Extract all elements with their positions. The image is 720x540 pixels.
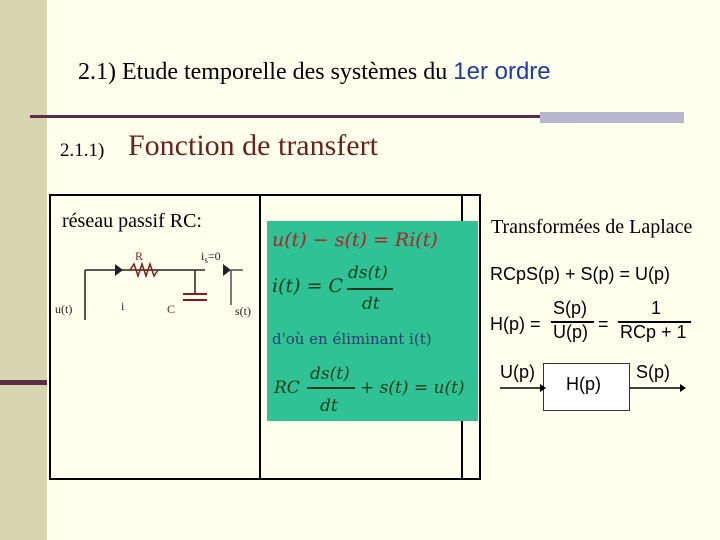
slide-title xyxy=(78,58,551,86)
sidebar-accent-bar xyxy=(0,380,47,385)
subtitle-number: 2.1.1) xyxy=(60,140,105,161)
block-output-label: S(p) xyxy=(636,362,671,382)
laplace-equation-1: RCpS(p) + S(p) = U(p) xyxy=(490,264,671,284)
left-sidebar-band xyxy=(0,0,47,540)
circuit-label-c: C xyxy=(167,302,176,316)
equation-4-fraction-bar xyxy=(307,387,355,389)
is-eq: =0 xyxy=(207,250,221,263)
frame-divider-left xyxy=(259,194,261,480)
rc-circuit-diagram xyxy=(55,250,260,320)
circuit-label-i: i xyxy=(121,299,125,313)
title-divider xyxy=(30,115,540,118)
transfer-numerator-1: S(p) xyxy=(553,298,588,318)
title-accent: 1er ordre xyxy=(453,58,551,85)
circuit-label-r: R xyxy=(135,250,144,263)
title-main: 2.1) Etude temporelle des systèmes du xyxy=(78,59,448,85)
equation-2-numerator: ds(t) xyxy=(348,263,388,283)
subtitle: Fonction de transfert xyxy=(128,129,378,162)
block-input-label: U(p) xyxy=(500,362,535,382)
circuit-label-u: u(t) xyxy=(55,302,73,316)
is-base: i xyxy=(201,250,205,263)
equation-2-denominator: dt xyxy=(362,294,380,314)
equation-1: u(t) − s(t) = Ri(t) xyxy=(272,229,438,251)
transfer-denominator-1: U(p) xyxy=(553,322,588,342)
equation-2-left: i(t) = C xyxy=(272,275,344,297)
transfer-function-left: H(p) = xyxy=(490,314,541,334)
block-label: H(p) xyxy=(566,374,601,394)
transfer-equals: = xyxy=(598,314,609,334)
passive-network-label: réseau passif RC: xyxy=(62,210,202,232)
transfer-denominator-2: RCp + 1 xyxy=(620,322,687,342)
transfer-numerator-2: 1 xyxy=(651,298,662,318)
title-divider-box xyxy=(540,112,684,123)
circuit-label-is xyxy=(201,250,221,265)
equation-2-fraction-bar xyxy=(347,288,393,290)
equation-3-text: d'où en éliminant i(t) xyxy=(272,330,432,348)
equation-4-numerator: ds(t) xyxy=(310,364,350,384)
equation-4-right: + s(t) = u(t) xyxy=(360,378,465,398)
block-arrows xyxy=(500,383,690,393)
equation-4-left: RC xyxy=(274,378,300,398)
laplace-title: Transformées de Laplace xyxy=(491,216,693,238)
circuit-label-s: s(t) xyxy=(235,304,251,318)
equation-4-denominator: dt xyxy=(320,396,338,416)
is-sub: s xyxy=(204,255,208,265)
